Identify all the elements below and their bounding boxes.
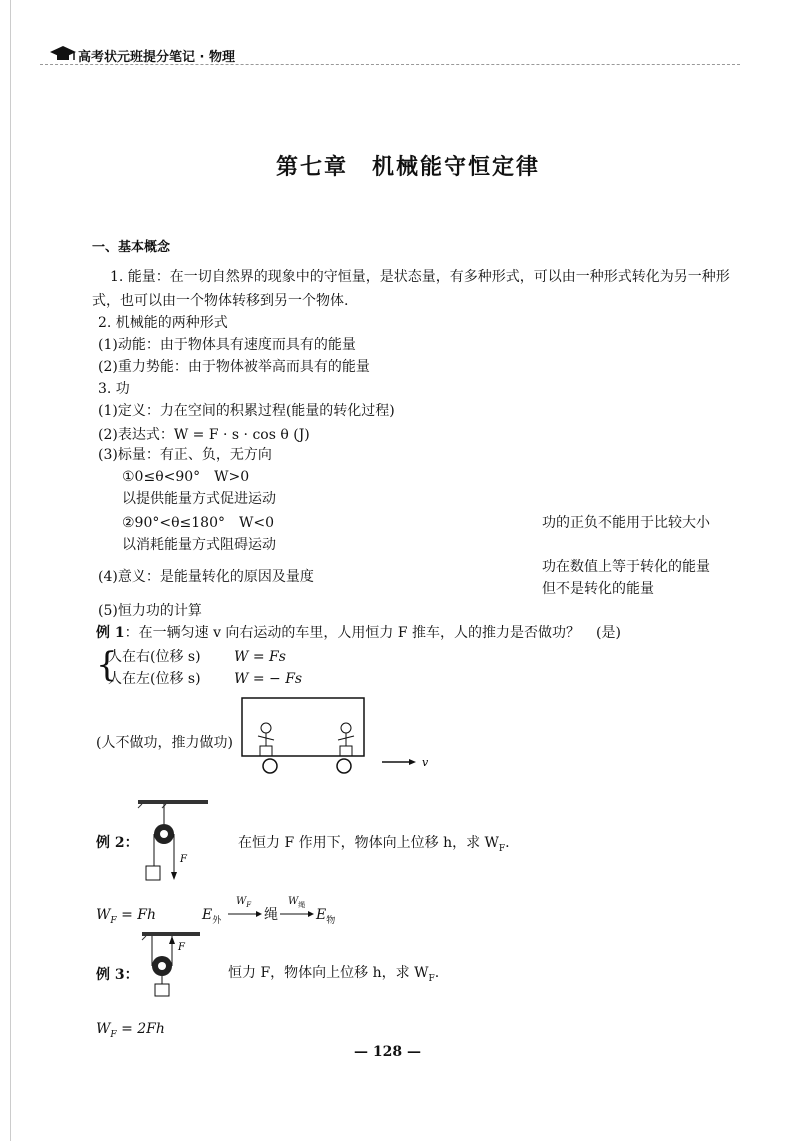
- example1-conclusion: (人不做功，推力做功): [96, 735, 233, 751]
- example3-force-label: F: [178, 942, 185, 953]
- pulley-diagram-example2: [134, 796, 214, 888]
- energy-source-symbol: E: [202, 907, 213, 923]
- example2-result-w: W: [96, 907, 111, 923]
- header-rule: [40, 64, 740, 65]
- item-work-formula: (2)表达式：W = F · s · cos θ (J): [98, 427, 310, 443]
- side-note-sign: 功的正负不能用于比较大小: [542, 515, 710, 531]
- section-heading: 一、基本概念: [92, 240, 171, 255]
- energy-arrow-2: [280, 896, 314, 920]
- item-kinetic-energy: (1)动能：由于物体具有速度而具有的能量: [98, 337, 356, 353]
- energy-object: [316, 906, 335, 930]
- energy-arrow-1: [228, 896, 262, 920]
- example3-result-subscript: F: [110, 1029, 117, 1040]
- header-title: 高考状元班提分笔记 · 物理: [78, 50, 235, 65]
- example2-result-subscript: F: [110, 915, 117, 926]
- energy-arrow-1-label: $W_F$: [236, 896, 252, 909]
- example1-case2-formula: W = − Fs: [234, 671, 303, 687]
- item-work-positive: ①0≤θ<90° W>0: [122, 469, 250, 485]
- paragraph-energy-line2: 式，也可以由一个物体转移到另一个物体.: [92, 293, 349, 309]
- example2-text-subscript: F: [498, 843, 506, 854]
- example2-result: [96, 906, 156, 930]
- item-work-meaning: (4)意义：是能量转化的原因及量度: [98, 569, 314, 585]
- example1-answer: (是): [596, 625, 621, 641]
- item-potential-energy: (2)重力势能：由于物体被举高而具有的能量: [98, 359, 370, 375]
- example3-question: [228, 964, 439, 988]
- example2-text-end: .: [505, 835, 510, 851]
- item-constant-force-work: (5)恒力功的计算: [98, 603, 202, 619]
- example3-result-rhs: = 2Fh: [116, 1021, 165, 1037]
- item-mechanical-energy: 2. 机械能的两种形式: [98, 315, 228, 331]
- example3-label: 例 3：: [96, 967, 139, 983]
- energy-rope: 绳: [264, 907, 278, 923]
- energy-object-subscript: 物: [326, 915, 336, 926]
- chapter-title: 第七章 机械能守恒定律: [276, 154, 541, 180]
- item-work-negative: ②90°<θ≤180° W<0: [122, 515, 275, 531]
- item-work-negative-note: 以消耗能量方式阻碍运动: [122, 537, 276, 553]
- item-work-definition: (1)定义：力在空间的积累过程(能量的转化过程): [98, 403, 395, 419]
- side-note-value-line1: 功在数值上等于转化的能量: [542, 559, 710, 575]
- example1-label: 例 1: [96, 625, 125, 641]
- energy-arrow-2-label: $W_绳$: [288, 896, 306, 909]
- example1-case2-text: 人在左(位移 s): [108, 671, 201, 687]
- example1-brace: {: [96, 645, 118, 685]
- graduation-cap-icon: [48, 44, 78, 64]
- example2-question: [238, 834, 510, 858]
- example1-question: [96, 624, 580, 642]
- example2-text: 在恒力 F 作用下，物体向上位移 h，求 W: [238, 835, 499, 851]
- example2-result-rhs: = Fh: [116, 907, 157, 923]
- energy-source: [202, 906, 221, 930]
- example3-text: 恒力 F，物体向上位移 h，求 W: [228, 965, 429, 981]
- pulley-diagram-example3: [138, 928, 208, 998]
- example2-label: 例 2：: [96, 835, 139, 851]
- example1-case1-formula: W = Fs: [234, 649, 286, 665]
- cart-diagram: [240, 696, 440, 782]
- example1-case1-text: 人在右(位移 s): [108, 649, 201, 665]
- example3-text-subscript: F: [428, 973, 435, 984]
- example3-result-w: W: [96, 1021, 111, 1037]
- side-note-value-line2: 但不是转化的能量: [542, 581, 654, 597]
- velocity-label: v: [422, 756, 429, 769]
- item-work-positive-note: 以提供能量方式促进运动: [122, 491, 276, 507]
- example3-result: [96, 1020, 165, 1044]
- example2-force-label: F: [180, 854, 187, 865]
- page-number: — 128 —: [354, 1044, 421, 1060]
- page-edge-rule: [10, 0, 11, 1141]
- paragraph-energy-line1: 1. 能量：在一切自然界的现象中的守恒量，是状态量，有多种形式，可以由一种形式转化为另一种形: [110, 269, 730, 285]
- item-work-scalar: (3)标量：有正、负，无方向: [98, 447, 272, 463]
- energy-object-symbol: E: [316, 907, 327, 923]
- example1-text: ：在一辆匀速 v 向右运动的车里，人用恒力 F 推车，人的推力是否做功？: [124, 625, 581, 641]
- example3-text-end: .: [434, 965, 440, 981]
- energy-source-subscript: 外: [212, 915, 222, 926]
- item-work: 3. 功: [98, 381, 130, 397]
